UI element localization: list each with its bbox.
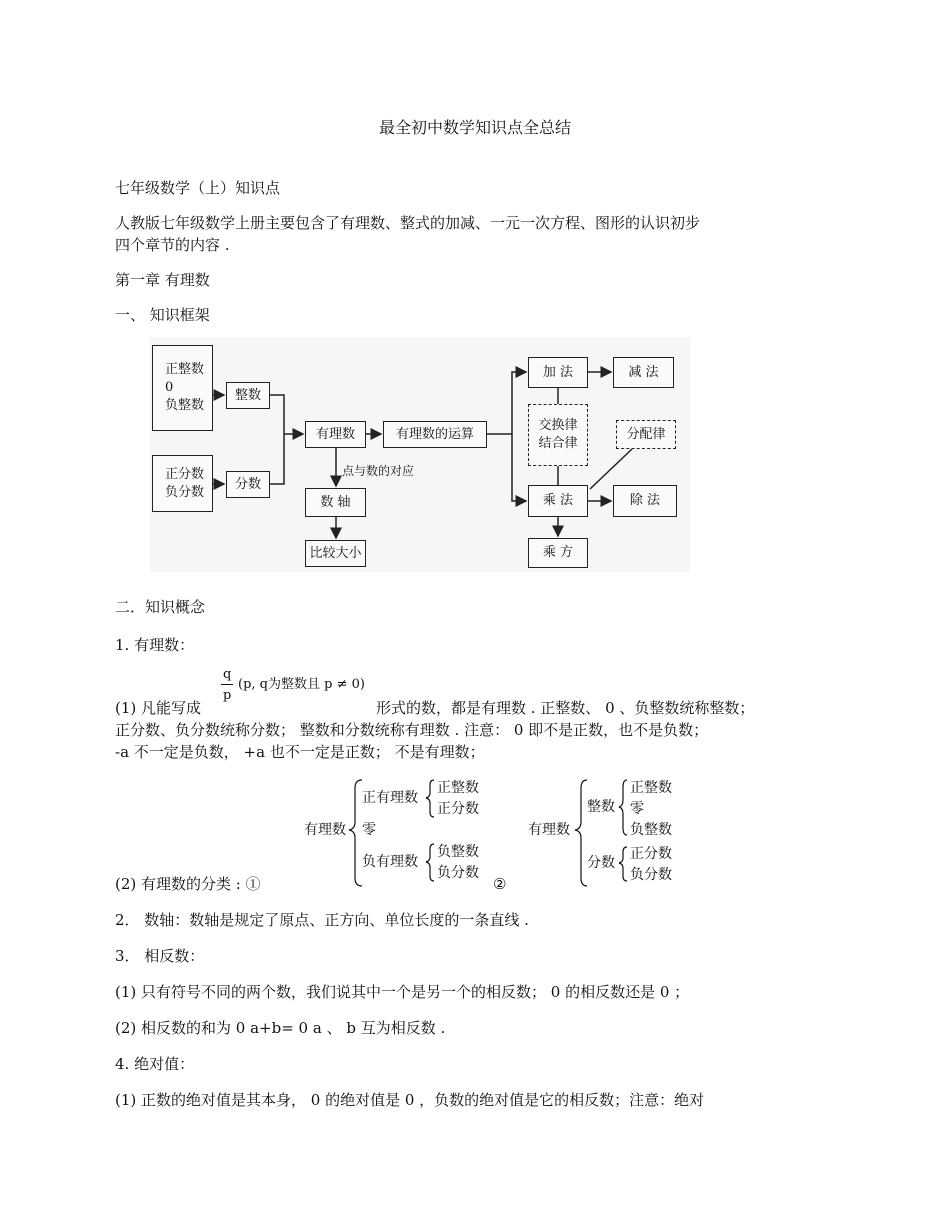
node-commutative-associative: 交换律 结合律 xyxy=(528,404,588,466)
class-a-positive-integer: 正整数 xyxy=(437,780,479,796)
node-number-axis: 数 轴 xyxy=(305,488,366,517)
item-opposite-heading: 3． 相反数： xyxy=(115,947,205,965)
class-b-root: 有理数 xyxy=(528,822,570,838)
intro-line-1: 人教版七年级数学上册主要包含了有理数、整式的加减、一元一次方程、图形的认识初步 xyxy=(115,214,701,232)
node-subtraction: 减 法 xyxy=(613,357,674,388)
node-power: 乘 方 xyxy=(528,538,588,568)
node-distributive: 分配律 xyxy=(616,420,676,449)
classification-label: (2) 有理数的分类 : ① xyxy=(115,875,261,893)
item-opposite-1: (1) 只有符号不同的两个数，我们说其中一个是另一个的相反数； 0 的相反数还是 0 ； xyxy=(115,983,690,1001)
class-a-zero: 零 xyxy=(362,822,376,838)
node-multiplication: 乘 法 xyxy=(528,485,588,517)
label-point-number: 点与数的对应 xyxy=(342,464,415,478)
node-integer-parts: 正整数 0 负整数 xyxy=(152,345,213,431)
intro-line-2: 四个章节的内容 . xyxy=(115,236,230,254)
p1-line-1a: (1) 凡能写成 xyxy=(115,699,202,717)
class-b-integer: 整数 xyxy=(587,799,615,815)
class-a-negative: 负有理数 xyxy=(362,854,418,870)
brace-b-root xyxy=(575,780,587,886)
p1-line-2: 正分数、负分数统称分数； 整数和分数统称有理数 . 注意： 0 即不是正数，也不是负数； xyxy=(115,721,709,739)
class-b-positive-fraction: 正分数 xyxy=(630,846,672,862)
class-b-positive-integer: 正整数 xyxy=(630,780,672,796)
class-b-negative-integer: 负整数 xyxy=(630,822,672,838)
class-a-positive: 正有理数 xyxy=(362,790,418,806)
item-opposite-2: (2) 相反数的和为 0 a+b= 0 a 、 b 互为相反数 . xyxy=(115,1019,446,1037)
p1-line-1b: 形式的数，都是有理数 . 正整数、 0 、负整数统称整数； xyxy=(376,699,755,717)
chapter-heading: 第一章 有理数 xyxy=(115,271,210,289)
node-integer: 整数 xyxy=(226,382,270,409)
item-absolute-1: (1) 正数的绝对值是其本身， 0 的绝对值是 0 ，负数的绝对值是它的相反数；注意：绝对 xyxy=(115,1091,705,1109)
node-compare: 比较大小 xyxy=(305,540,366,567)
brace-a-positive xyxy=(426,780,434,817)
class-b-negative-fraction: 负分数 xyxy=(630,867,672,883)
item-absolute-heading: 4. 绝对值： xyxy=(115,1055,195,1073)
node-addition: 加 法 xyxy=(528,357,588,388)
p1-line-3: -a 不一定是负数， +a 也不一定是正数； 不是有理数； xyxy=(115,743,485,761)
class-a-root: 有理数 xyxy=(304,822,346,838)
page-title: 最全初中数学知识点全总结 xyxy=(378,118,571,137)
classification-circle-2: ② xyxy=(493,875,507,893)
brace-b-integer xyxy=(619,780,627,835)
class-a-positive-fraction: 正分数 xyxy=(437,801,479,817)
formula-condition: (p, q为整数且 p ≠ 0) xyxy=(238,677,365,692)
class-a-negative-integer: 负整数 xyxy=(437,844,479,860)
node-fraction: 分数 xyxy=(226,471,270,498)
concepts-heading: 二．知识概念 xyxy=(115,598,206,616)
brace-a-root xyxy=(349,780,362,886)
item-rational-heading: 1. 有理数： xyxy=(115,636,195,654)
class-b-zero: 零 xyxy=(630,801,644,817)
framework-heading: 一、 知识框架 xyxy=(115,306,210,324)
node-fraction-parts: 正分数 负分数 xyxy=(152,455,213,512)
node-division: 除 法 xyxy=(613,485,677,517)
class-a-negative-fraction: 负分数 xyxy=(437,865,479,881)
class-b-fraction: 分数 xyxy=(587,855,615,871)
item-number-axis: 2． 数轴：数轴是规定了原点、正方向、单位长度的一条直线 . xyxy=(115,911,529,929)
node-operations: 有理数的运算 xyxy=(383,421,487,448)
node-rational: 有理数 xyxy=(305,421,366,448)
formula-denominator: p xyxy=(223,688,232,703)
brace-b-fraction xyxy=(619,847,627,881)
brace-a-negative xyxy=(426,844,434,881)
formula-numerator: q xyxy=(223,667,232,682)
grade-heading: 七年级数学（上）知识点 xyxy=(115,179,281,197)
